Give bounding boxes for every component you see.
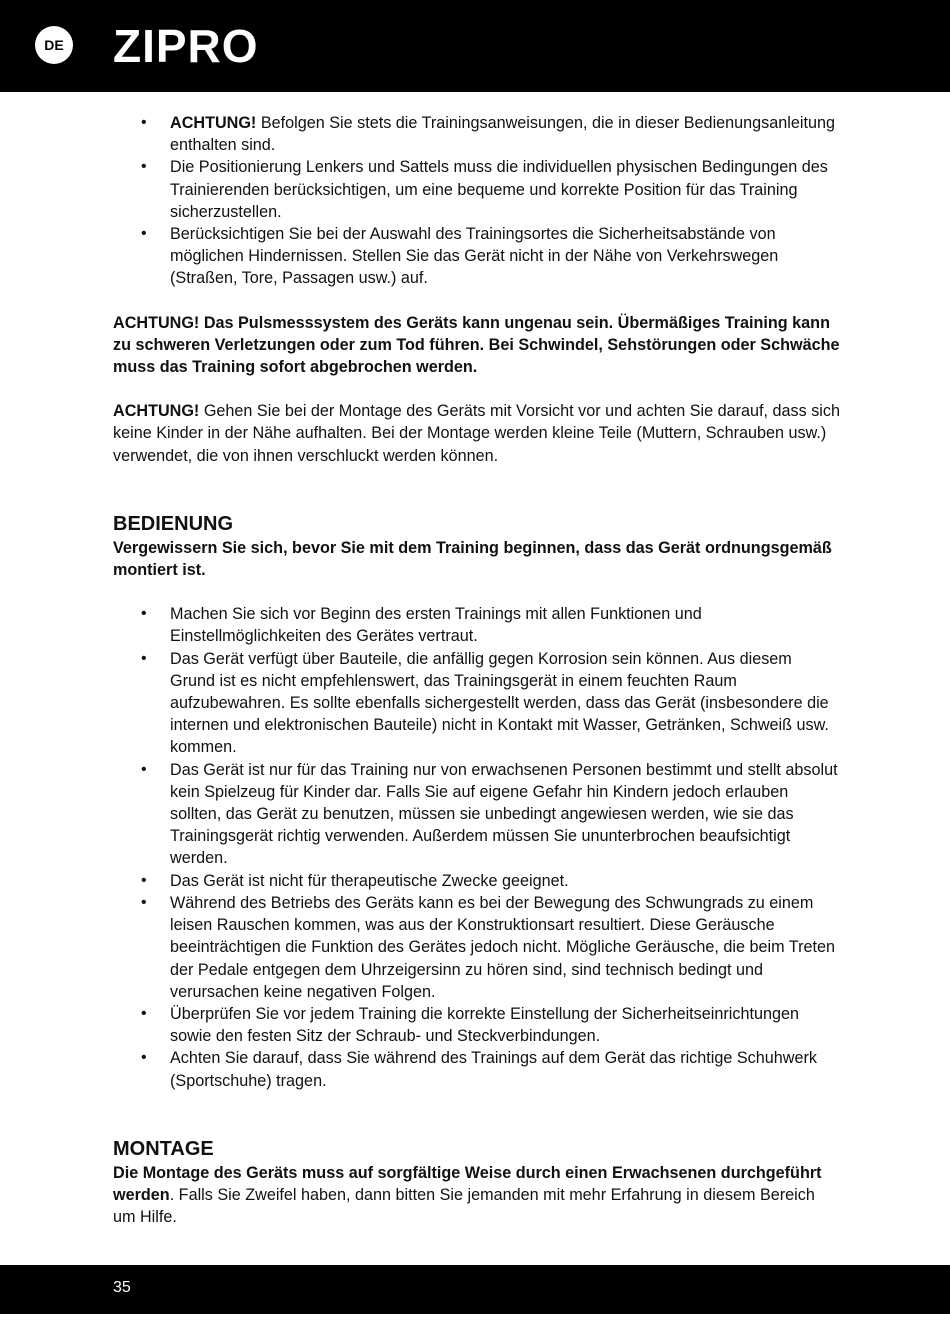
montage-text: . Falls Sie Zweifel haben, dann bitten Sie jemanden mit mehr Erfahrung in diesem Bereich um Hilfe. (113, 1185, 815, 1227)
section-title-bedienung: BEDIENUNG (113, 512, 234, 535)
montage-bold-text: Die Montage des Geräts muss auf sorgfältige Weise durch einen Erwachsenen durchgeführt werden (113, 1163, 822, 1204)
list-item: • Das Gerät ist nicht für therapeutische Zwecke geeignet. (113, 870, 841, 892)
list-item: • Überprüfen Sie vor jedem Training die korrekte Einstellung der Sicherheitseinrichtungen sowie den festen Sitz der Schraub- und Steckverbindungen. (113, 1003, 841, 1047)
list-item-text: Berücksichtigen Sie bei der Auswahl des Trainingsortes die Sicherheitsabstände von möglichen Hindernissen. Stellen Sie das Gerät nicht in der Nähe von Verkehrswegen (Straßen, Tore, Passagen usw.) auf. (170, 225, 779, 288)
montage-paragraph (113, 1162, 841, 1229)
language-badge: DE (35, 26, 73, 64)
list-item (113, 223, 841, 290)
list-item-text: Befolgen Sie stets die Trainingsanweisungen, die in dieser Bedienungsanleitung enthalten sind. (170, 114, 835, 155)
list-item: • Achten Sie darauf, dass Sie während des Trainings auf dem Gerät das richtige Schuhwerk (Sportschuhe) tragen. (113, 1047, 841, 1091)
page-footer (0, 1265, 950, 1314)
list-item (113, 112, 841, 156)
list-item: • Das Gerät ist nur für das Training nur von erwachsenen Personen bestimmt und stellt absolut kein Spielzeug für Kinder dar. Falls Sie auf eigene Gefahr hin Kindern jedoch erlauben sollten, das Gerät zu benutzen, müssen sie unbedingt angewiesen werden, wie sie das Trainingsgerät richtig verwenden. Außerdem müssen Sie ununterbrochen beaufsichtigt werden. (113, 759, 841, 870)
list-item: • Das Gerät verfügt über Bauteile, die anfällig gegen Korrosion sein können. Aus diesem Grund ist es nicht empfehlenswert, das Trainingsgerät in einem feuchten Raum aufzubewahren. Es sollte ebenfalls sichergestellt werden, dass das Gerät (insbesondere die internen und elektronischen Bauteile) nicht in Kontakt mit Wasser, Getränken, Schweiß usw. kommen. (113, 648, 841, 759)
brand-logo: ZIPRO (113, 20, 259, 72)
operation-list (113, 603, 841, 1091)
assembly-warning (113, 400, 841, 467)
page-number: 35 (113, 1279, 131, 1296)
section-title-montage: MONTAGE (113, 1137, 214, 1160)
section-subtitle-bedienung: Vergewissern Sie sich, bevor Sie mit dem Training beginnen, dass das Gerät ordnungsgemäß montiert ist. (113, 538, 832, 580)
list-item (113, 156, 841, 223)
safety-list (113, 112, 841, 290)
page-header (0, 0, 950, 92)
document-body (113, 112, 841, 1228)
list-item: • Machen Sie sich vor Beginn des ersten Trainings mit allen Funktionen und Einstellmöglichkeiten des Gerätes vertraut. (113, 603, 841, 647)
list-item-text: Die Positionierung Lenkers und Sattels muss die individuellen physischen Bedingungen des Trainierenden berücksichtigen, um eine bequeme und korrekte Position für das Training sicherzustellen. (170, 158, 828, 221)
pulse-warning: ACHTUNG! Das Pulsmesssystem des Geräts kann ungenau sein. Übermäßiges Training kann zu schweren Verletzungen oder zum Tod führen. Bei Schwindel, Sehstörungen oder Schwäche muss das Training sofort abgebrochen werden. (113, 313, 840, 377)
list-item-lead: ACHTUNG! (170, 114, 257, 132)
list-item: • Während des Betriebs des Geräts kann es bei der Bewegung des Schwungrads zu einem leisen Rauschen kommen, was aus der Konstruktionsart resultiert. Diese Geräusche beeinträchtigen die Funktion des Gerätes jedoch nicht. Mögliche Geräusche, die beim Treten der Pedale entgegen dem Uhrzeigersinn zu hören sind, sind technisch bedingt und verursachen keine negativen Folgen. (113, 892, 841, 1003)
assembly-warning-text: Gehen Sie bei der Montage des Geräts mit Vorsicht vor und achten Sie darauf, dass sich keine Kinder in der Nähe aufhalten. Bei der Montage werden kleine Teile (Muttern, Schrauben usw.) verwendet, die von ihnen verschluckt werden können. (113, 402, 840, 465)
assembly-warning-lead: ACHTUNG! (113, 402, 200, 421)
